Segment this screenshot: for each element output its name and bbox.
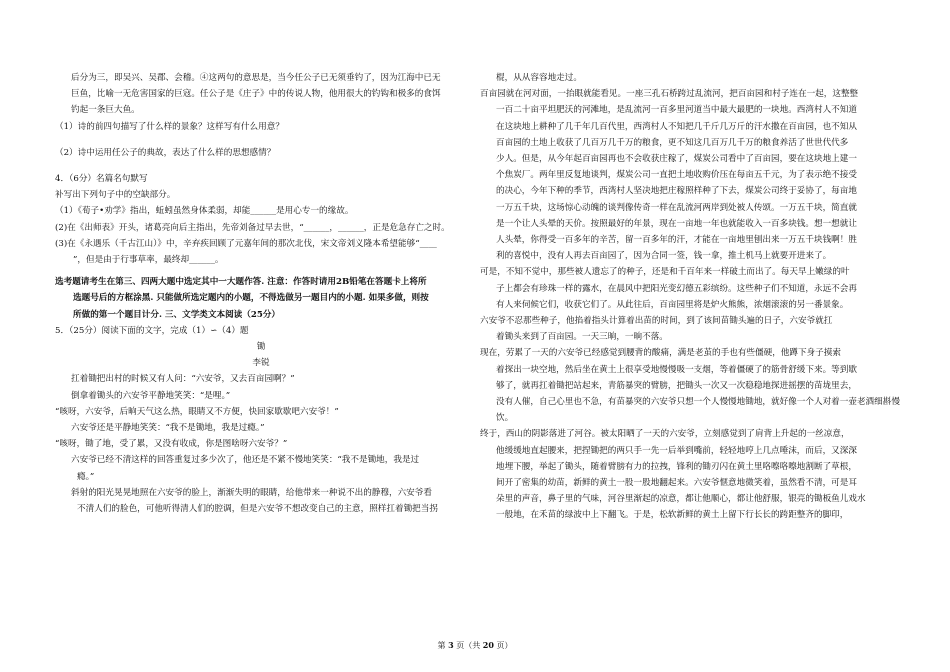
section-4-intro: 补写出下列句子中的空缺部分。 — [55, 190, 176, 201]
story-line: 间开了密集的幼苗，新鲜的黄土一股一股地翻起来。六安爷惬意地微笑着，虽然看不清，可是耳 — [496, 478, 857, 489]
question-2: （2）诗中运用任公子的典故，表达了什么样的思想感情？ — [55, 147, 276, 158]
footer-middle: 页（共 — [453, 641, 483, 650]
story-line: 够了，就再扛着锄把站起来，青筋暴突的臂膀，把锄头一次又一次稳稳地探进摇摆的苗垅里去， — [496, 380, 857, 391]
story-line: 少人。但是，从今年起百亩园再也不会收获庄稼了，煤炭公司看中了百亩园，要在这块地上建一 — [496, 154, 857, 165]
story-line: 斜射的阳光晃晃地照在六安爷的脸上，渐渐失明的眼睛，给他带来一种说不出的静穆，六安爷看 — [71, 487, 432, 498]
section-5-heading: 5．（25分）阅读下面的文字，完成（1）∽（4）题 — [55, 325, 249, 336]
page-footer — [0, 640, 950, 651]
story-line: 一万五千块，这场惊心动魄的谈判像传奇一样在乱流河两岸到处被人传颂。一万五千块，简直就 — [496, 202, 857, 213]
selection-instructions: 选题号后的方框涂黑. 只能做所选定题内的小题，不得选做另一题目内的小题. 如果多做，则按 — [73, 293, 429, 304]
story-author: 李锐 — [252, 358, 270, 369]
paragraph-note: 后分为三，即吴兴、吴郡、会稽。④这两句的意思是，当今任公子已无须垂钓了，因为江海中已无 — [71, 73, 441, 83]
answer-space — [55, 161, 467, 171]
story-line: 是一个让人头晕的天价。按照最好的年景，现在一亩地一年也就能收入一百多块钱。想一想就让 — [496, 218, 857, 229]
story-line: 六安爷不忍那些种子，他掐着指头计算着出苗的时间，到了该间苗锄头遍的日子，六安爷就扛 — [480, 316, 833, 327]
selection-instructions: 选考题请考生在第三、四两大题中选定其中一大题作答. 注意：作答时请用2B铅笔在答题卡上将所 — [55, 277, 427, 288]
story-line: 终于，西山的阴影落进了河谷。被太阳晒了一天的六安爷，立刻感觉到了肩背上升起的一丝凉意， — [480, 429, 850, 440]
story-line: 他缓缓地直起腰来，把捏锄把的两只手一先一后举到嘴前，轻轻地哼上几点唾沫，而后，又深深 — [496, 445, 857, 456]
story-line: 在这块地上耕种了几千年几百代里，西湾村人不知把几千斤几万斤的汗水撒在百亩园，也不知从 — [496, 121, 857, 132]
question-1: （1）诗的前四句描写了什么样的景象？这样写有什么用意？ — [55, 121, 284, 132]
story-line: 一般地，在禾苗的绿波中上下翻飞。于是，松软新鲜的黄土上留下行长长的跨距整齐的脚印， — [496, 510, 849, 521]
story-line: 棍，从从容容地走过。 — [496, 73, 582, 83]
selection-instructions: 所做的第一个题目计分. 三、文学类文本阅读（25分） — [73, 309, 281, 320]
story-line: 可是，不知不觉中，那些被人遗忘了的种子，还是和千百年来一样破土而出了。每天早上嫩绿的叶 — [480, 267, 850, 278]
story-line: 有人来伺候它们，收获它们了。从此往后，百亩园里将是炉火熊熊，浓烟滚滚的另一番景象。 — [496, 299, 849, 310]
story-line: 的决心，今年下种的季节，西湾村人坚决地把庄稼照样种了下去，煤炭公司终于妥协了，每亩地 — [496, 186, 857, 197]
total-pages: 20 — [482, 640, 494, 650]
story-line: 六安爷还是平静地笑笑：“我不是锄地，我是过瘾。” — [71, 423, 265, 434]
story-title: 锄 — [256, 342, 266, 353]
left-column — [55, 70, 467, 517]
story-line: 百亩园就在河对面，一抬眼就能看见。一座三孔石桥跨过乱流河，把百亩园和村子连在一起，这整整 — [480, 89, 859, 100]
story-line: 瘾。” — [77, 471, 95, 482]
fill-blank-3: (3)在《永遇乐（千古江山）》中，辛弃疾回顾了元嘉年间的那次北伐，宋文帝刘义隆本希望能够“____ — [55, 238, 437, 249]
story-line: 着锄头来到了百亩园。一天三晌，一晌不落。 — [496, 332, 668, 343]
story-line: 人头晕，你得受一百多年的辛苦，留一百多年的汗，才能在一亩地里刨出来一万五千块钱啊！胜 — [496, 235, 857, 246]
story-line: 百亩园的土地上收获了几百万几千万的粮食，更不知这几百万几千万的粮食养活了世世代代多 — [496, 137, 849, 148]
story-line: 一百二十亩平坦肥沃的河滩地，是乱流河一百多里河道当中最大最肥的一块地。西湾村人不知道 — [496, 105, 857, 116]
story-line: 六安爷已经不清这样的回答重复过多少次了，他还是不紧不慢地笑笑：“我不是锄地，我是过 — [71, 455, 420, 466]
right-column — [480, 70, 900, 524]
story-line: 子上都会有珍珠一样的露水，在晨风中把阳光变幻德五彩缤纷。这些种子们不知道，永远不会再 — [496, 283, 857, 294]
story-line: 着探出一块空地，然后坐在黄土上很享受地慢慢吸一支烟，等着僵硬了的筋骨舒缓下来。等到歇 — [496, 364, 857, 375]
story-line: 没有人催，自己心里也不急，有苗暴突的六安爷只想一个人慢慢地锄地，就好像一个人对着一壶老酒细斟慢 — [496, 397, 900, 408]
fill-blank-3-cont: ”，但是由于行事草率，最终却______。 — [73, 255, 224, 266]
story-line: 朵里的声音，鼻子里的气味，河谷里渐起的凉意，都让他顺心，都让他舒服，银亮的锄板鱼儿戏水 — [496, 494, 866, 505]
story-line: 扛着锄把出村的时候又有人问：“六安爷，又去百亩园啊？” — [71, 374, 295, 385]
page-number: 3 — [448, 640, 454, 650]
story-line: “咳呀，锄了地，受了累，又没有收成，你是图啥呀六安爷？” — [55, 439, 288, 450]
story-line: 地埋下腰，举起了锄头，随着臂膀有力的拉拽，锋利的锄刃闪在黄土里咯嚓咯嚓地割断了草根， — [496, 461, 857, 472]
story-line: “咳呀，六安爷，后晌天气这么热，眼睛又不方便，快回家歇歇吧六安爷！” — [55, 406, 339, 417]
footer-prefix: 第 — [437, 641, 449, 650]
story-line: 饮。 — [496, 413, 514, 424]
fill-blank-2: (2)在《出师表》开头，诸葛亮向后主指出，先帝刘备过早去世，“______，______，正是危急存亡之时。 — [55, 222, 450, 233]
story-line: 个焦炭厂。两年里反复地谈判，煤炭公司一直把土地收购价压在每亩五千元，为了表示绝不接受 — [496, 170, 857, 181]
story-line: 倒拿着锄头的六安爷平静地笑笑：“是哩。” — [71, 390, 231, 401]
story-line: 不清人们的脸色，可他听得清人们的腔调，但是六安爷不想改变自己的主意，照样扛着锄把当拐 — [77, 504, 438, 515]
answer-space — [55, 135, 467, 145]
paragraph-note: 钓起一条巨大鱼。 — [71, 105, 140, 116]
story-line: 利的喜悦中，没有人再去百亩园了，因为合同一签，钱一拿，推土机马上就要开进来了。 — [496, 251, 832, 262]
section-4-heading: 4．（6分）名篇名句默写 — [55, 174, 148, 185]
fill-blank-1: （1）《荀子•劝学》指出，蚯蚓虽然身体柔弱，却能______是用心专一的缘故。 — [55, 206, 354, 217]
story-line: 现在，劳累了一天的六安爷已经感觉到腰背的酸痛，满是老茧的手也有些僵硬，他蹲下身子摸索 — [480, 348, 841, 359]
paragraph-note: 巨鱼，比喻一无危害国家的巨寇。任公子是《庄子》中的传说人物，他用很大的钓钩和极多的食饵 — [71, 89, 441, 100]
footer-suffix: 页） — [493, 641, 513, 650]
